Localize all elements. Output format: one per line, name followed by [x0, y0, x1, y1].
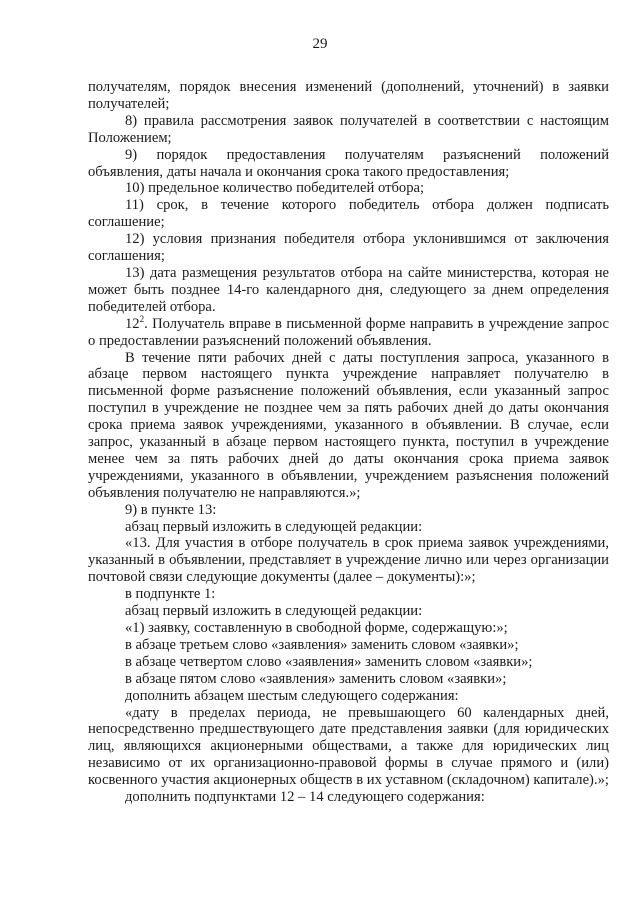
paragraph [88, 350, 609, 502]
paragraph [88, 603, 609, 620]
paragraph [88, 535, 609, 586]
paragraph-text: «1) заявку, составленную в свободной форме, содержащую:»; [125, 620, 508, 636]
paragraph-text: 11) срок, в течение которого победитель отбора должен подписать соглашение; [88, 197, 609, 231]
paragraph-text: . Получатель вправе в письменной форме направить в учреждение запрос о предоставлении разъяснений положений объявления. [88, 315, 609, 349]
paragraph-text: получателям, порядок внесения изменений (дополнений, уточнений) в заявки получателей; [88, 79, 609, 112]
paragraph-text: дополнить абзацем шестым следующего содержания: [125, 687, 459, 704]
paragraph-text: в абзаце третьем слово «заявления» заменить словом «заявки»; [125, 636, 519, 653]
paragraph-text: абзац первый изложить в следующей редакции: [125, 603, 423, 620]
paragraph-number: 12 [125, 315, 140, 332]
paragraph-text: 8) правила рассмотрения заявок получателей в соответствии с настоящим Положением; [88, 112, 609, 146]
paragraph-text: 12) условия признания победителя отбора уклонившимся от заключения соглашения; [88, 231, 609, 265]
paragraph-text: 10) предельное количество победителей отбора; [125, 180, 425, 197]
paragraph [88, 671, 609, 688]
paragraph [88, 113, 609, 147]
paragraph [88, 789, 609, 806]
paragraph [88, 620, 609, 637]
paragraph [88, 586, 609, 603]
paragraph [88, 231, 609, 265]
paragraph [88, 519, 609, 536]
paragraph [88, 197, 609, 231]
document-body [88, 79, 609, 806]
paragraph-text: 13) дата размещения результатов отбора на сайте министерства, которая не может быть позднее 14-го календарного дня, следующего за днем определения победителей отбора. [88, 264, 609, 315]
paragraph-text: дополнить подпунктами 12 – 14 следующего содержания: [125, 789, 485, 806]
paragraph-text: «13. Для участия в отборе получатель в срок приема заявок учреждениями, указанный в объявлении, представляет в учреждение лично или через организации почтовой связи следующие документы (далее – документы):»; [88, 535, 609, 586]
paragraph-text: В течение пяти рабочих дней с даты поступления запроса, указанного в абзаце первом настоящего пункта учреждение направляет получателю в письменной форме разъяснение положений объявления, если указанный запрос поступил в учреждение не позднее чем за пять рабочих дней до даты окончания срока приема заявок учреждениями, указанного в объявлении. В случае, если запрос, указанный в абзаце первом настоящего пункта, поступил в учреждение менее чем за пять рабочих дней до даты окончания срока приема заявок учреждениями, указанного в объявлении, учреждением разъяснения положений объявления получателю не направляются.»; [88, 349, 609, 501]
paragraph-text: 9) в пункте 13: [125, 501, 217, 518]
paragraph [88, 79, 609, 113]
paragraph [88, 180, 609, 197]
paragraph-text: абзац первый изложить в следующей редакции: [125, 518, 423, 535]
paragraph [88, 705, 609, 790]
paragraph [88, 502, 609, 519]
paragraph [88, 313, 609, 350]
paragraph-text: 9) порядок предоставления получателям разъяснений положений объявления, даты начала и окончания срока такого предоставления; [88, 146, 609, 180]
paragraph [88, 654, 609, 671]
page-number: 29 [312, 36, 328, 52]
paragraph-number-superscript: 2 [139, 313, 145, 324]
paragraph [88, 637, 609, 654]
paragraph [88, 688, 609, 705]
paragraph-text: в абзаце четвертом слово «заявления» заменить словом «заявки»; [125, 653, 533, 670]
paragraph-text: в подпункте 1: [125, 586, 216, 603]
paragraph [88, 147, 609, 181]
paragraph [88, 265, 609, 316]
paragraph-text: в абзаце пятом слово «заявления» заменить словом «заявки»; [125, 670, 507, 687]
paragraph-text: «дату в пределах периода, не превышающего 60 календарных дней, непосредственно предшествующего дате представления заявки (для юридических лиц, являющихся акционерными обществами, а также для юридических лиц независимо от их организационно-правовой формы в случае прямого и (или) косвенного участия акционерных обществ в их уставном (складочном) капитале).»; [88, 704, 609, 789]
